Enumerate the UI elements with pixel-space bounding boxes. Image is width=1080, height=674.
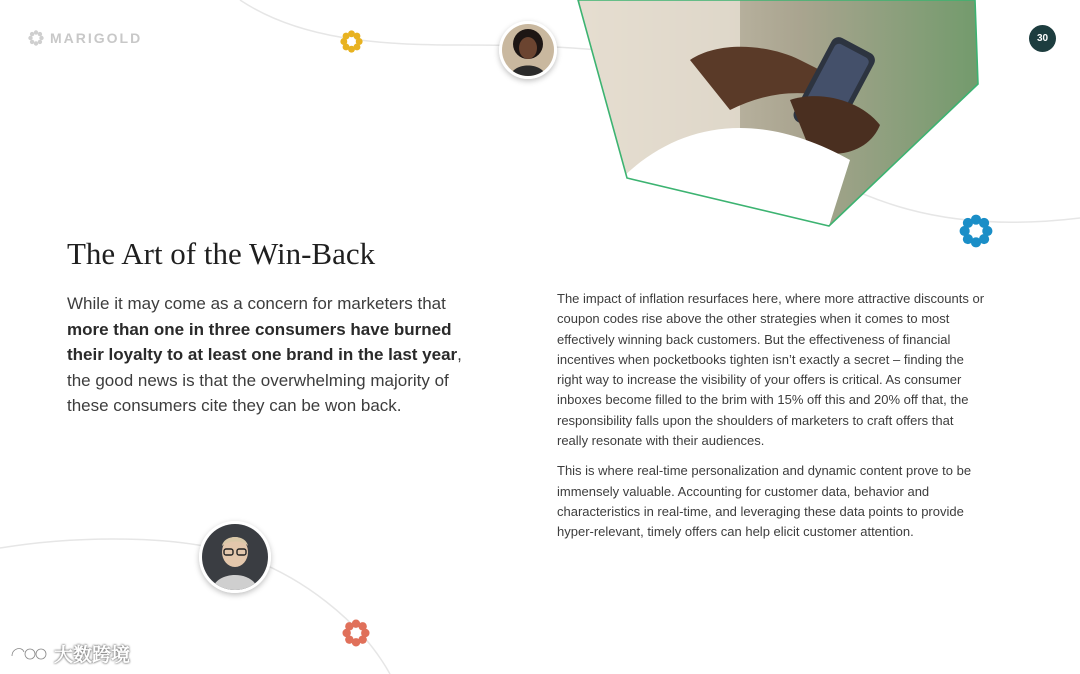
body-paragraph: This is where real-time personalization and dynamic content prove to be immensely valuable. Accounting for customer data, behavior and characteristics in real-time, and leveraging these data points to provide hyper-relevant, timely offers can help elicit customer attention.: [557, 463, 972, 540]
page-number-badge: 30: [1029, 25, 1056, 52]
marigold-logo-icon: [28, 30, 44, 46]
watermark: [8, 640, 130, 667]
flower-icon: [340, 30, 363, 53]
watermark-text: 大数跨境: [54, 645, 131, 666]
flower-icon: [959, 214, 993, 248]
lead-paragraph: [67, 291, 467, 419]
watermark-icon: [8, 642, 48, 666]
avatar-man-icon: [199, 521, 271, 593]
body-column: [557, 289, 987, 553]
lead-text: , the good news is that the overwhelming majority of these consumers cite they can be won back.: [67, 345, 462, 415]
page-title: The Art of the Win-Back: [67, 236, 376, 271]
flower-icon: [342, 619, 370, 647]
avatar-woman-icon: [499, 21, 557, 79]
body-paragraph: The impact of inflation resurfaces here, where more attractive discounts or coupon codes rise above the other strategies when it comes to most effectively winning back customers. But the effectiveness of financial incentives when pocketbooks tighten isn’t exactly a secret – finding the right way to increase the visibility of your offers is critical. As consumer inboxes become filled to the brim with 15% off this and 20% off that, the responsibility falls upon the shoulders of marketers to craft offers that really resonate with their audiences.: [557, 291, 985, 449]
logo-text: MARIGOLD: [50, 30, 143, 46]
lead-highlight: more than one in three consumers have burned their loyalty to at least one brand in the last year: [67, 319, 458, 364]
lead-text: While it may come as a concern for marketers that: [67, 294, 446, 313]
brand-logo: [28, 30, 142, 46]
